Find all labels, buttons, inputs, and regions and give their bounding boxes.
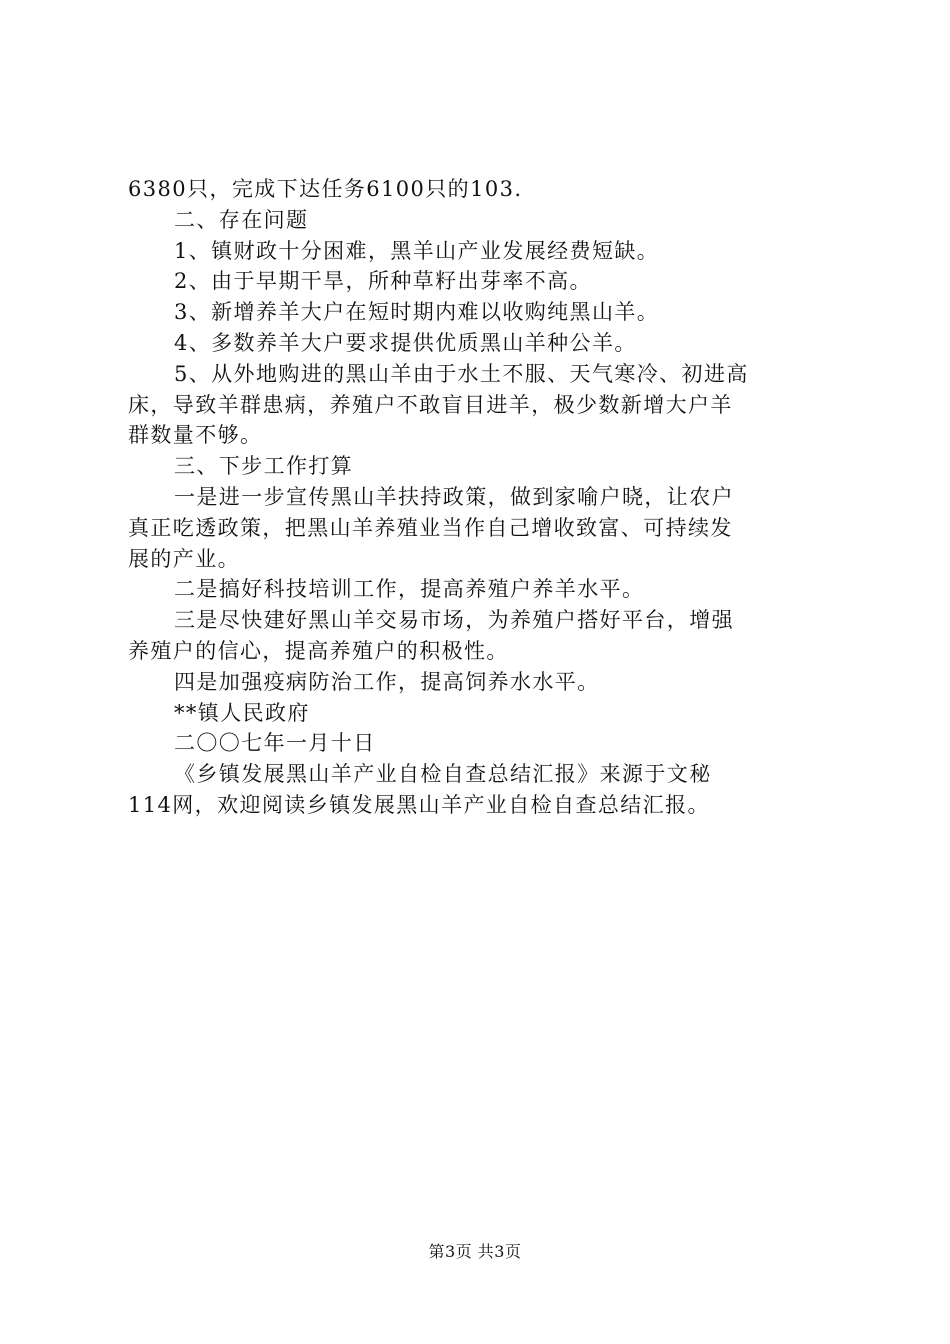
text-line: 四是加强疫病防治工作，提高饲养水水平。: [174, 669, 600, 694]
signature-organization: **镇人民政府: [174, 700, 310, 725]
text-line: 一是进一步宣传黑山羊扶持政策，做到家喻户晓，让农户: [174, 484, 734, 509]
text-line: 群数量不够。: [128, 423, 263, 448]
text-line: 床，导致羊群患病，养殖户不敢盲目进羊，极少数新增大户羊: [128, 392, 733, 417]
section-heading: 二、存在问题: [174, 207, 309, 232]
text-line: 二是搞好科技培训工作，提高养殖户养羊水平。: [174, 577, 645, 602]
text-line: 真正吃透政策，把黑山羊养殖业当作自己增收致富、可持续发: [128, 515, 733, 540]
document-body: [128, 174, 828, 821]
page-footer: 第3页 共3页: [428, 1242, 522, 1261]
text-line: 1、镇财政十分困难，黑羊山产业发展经费短缺。: [174, 238, 660, 263]
text-line: 三是尽快建好黑山羊交易市场，为养殖户搭好平台，增强: [174, 608, 734, 633]
text-line: 6380只，完成下达任务6100只的103.: [128, 177, 523, 201]
text-line: 3、新增养羊大户在短时期内难以收购纯黑山羊。: [174, 300, 660, 325]
text-line: 5、从外地购进的黑山羊由于水土不服、天气寒冷、初进高: [174, 361, 749, 386]
section-heading: 三、下步工作打算: [174, 454, 354, 479]
signature-date: 二〇〇七年一月十日: [174, 731, 376, 756]
text-line: 养殖户的信心，提高养殖户的积极性。: [128, 638, 509, 663]
source-note: 114网，欢迎阅读乡镇发展黑山羊产业自检自查总结汇报。: [128, 792, 710, 817]
text-line: 2、由于早期干旱，所种草籽出芽率不高。: [174, 269, 592, 294]
text-line: 4、多数养羊大户要求提供优质黑山羊种公羊。: [174, 330, 637, 355]
text-line: 展的产业。: [128, 546, 240, 571]
source-note: 《乡镇发展黑山羊产业自检自查总结汇报》来源于文秘: [174, 762, 712, 787]
